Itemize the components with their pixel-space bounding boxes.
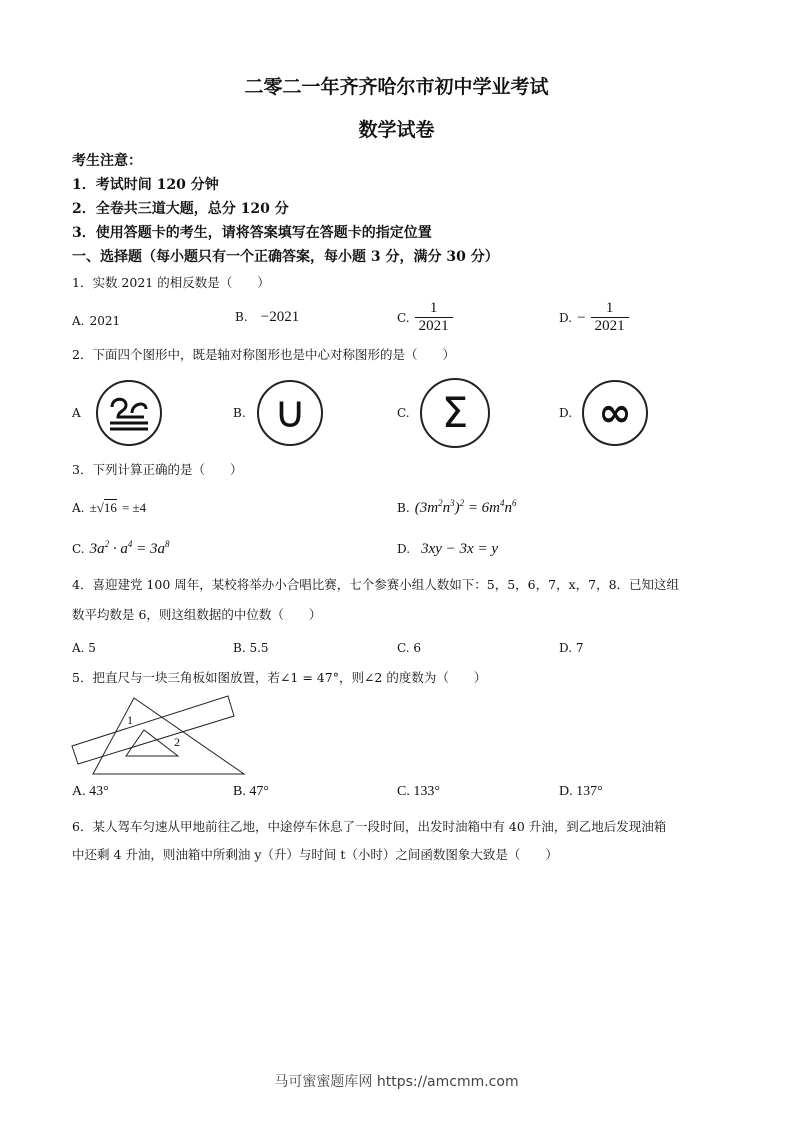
- wavy-lines-icon: [104, 391, 154, 435]
- option-b-label: B.: [233, 406, 246, 420]
- triangle-inner: [126, 730, 178, 756]
- notice-item-3: 3．使用答题卡的考生，请将答案填写在答题卡的指定位置: [72, 225, 432, 241]
- figure-b-union-icon: ∪: [257, 380, 323, 446]
- option-c: C. 6: [397, 641, 422, 655]
- notice-item-1: 1．考试时间 120 分钟: [72, 177, 219, 193]
- option-c-label: C.: [397, 406, 410, 420]
- option-c: C. $\frac{1}{2021}$: [397, 300, 453, 335]
- option-c: C. $3a^2 \cdot a^4 = 3a^8$: [72, 539, 170, 557]
- option-b: B. 5.5: [233, 641, 269, 655]
- figure-d-infinity-icon: ∞: [582, 380, 648, 446]
- question-4-line-2: 数平均数是 6，则这组数据的中位数（ ）: [72, 607, 322, 622]
- question-3-stem: 3．下列计算正确的是（ ）: [72, 462, 243, 477]
- option-a: A. 2021: [72, 314, 121, 328]
- question-1-options: [72, 300, 732, 346]
- question-2-stem: 2．下面四个图形中，既是轴对称图形也是中心对称图形的是（ ）: [72, 347, 455, 362]
- page-subtitle: 数学试卷: [358, 119, 435, 141]
- figure-c-sigma-icon: Σ: [420, 378, 490, 448]
- option-d: D. 7: [559, 641, 584, 655]
- option-d: D. − $\frac{1}{2021}$: [559, 300, 629, 335]
- ruler-shape: [72, 696, 234, 764]
- section-heading: 一、选择题（每小题只有一个正确答案，每小题 3 分，满分 30 分）: [72, 249, 499, 265]
- option-b: B. 47°: [233, 784, 269, 799]
- fraction: $\frac{1}{2021}$: [415, 300, 453, 335]
- option-a-label: A: [72, 406, 81, 420]
- figure-a-symbol-icon: [96, 380, 162, 446]
- option-d: D. 137°: [559, 784, 603, 799]
- question-6-line-2: 中还剩 4 升油，则油箱中所剩油 y（升）与时间 t（小时）之间函数图象大致是（ ）: [72, 847, 558, 862]
- option-a: A. ±√16 = ±4: [72, 500, 147, 515]
- option-b: B. $(3m^2n^3)^2 = 6m^4n^6$: [397, 498, 517, 516]
- option-b: B. −2021: [235, 309, 300, 325]
- option-d-label: D.: [559, 406, 573, 420]
- option-a: A. 5: [72, 641, 96, 655]
- option-d: D. 3xy − 3x = y: [397, 541, 498, 557]
- notice-item-2: 2．全卷共三道大题，总分 120 分: [72, 201, 289, 217]
- option-c: C. 133°: [397, 784, 440, 799]
- notice-heading: 考生注意：: [72, 153, 142, 169]
- question-4-line-1: 4．喜迎建党 100 周年，某校将举办小合唱比赛，七个参赛小组人数如下：5，5，6，7，x，7，8．已知这组: [72, 577, 680, 592]
- footer-watermark: 马可蜜蜜题库网 https://amcmm.com: [274, 1074, 519, 1090]
- page-title: 二零二一年齐齐哈尔市初中学业考试: [244, 76, 549, 98]
- question-5-stem: 5．把直尺与一块三角板如图放置，若∠1 = 47°，则∠2 的度数为（ ）: [72, 670, 487, 685]
- option-a: A. 43°: [72, 784, 109, 799]
- question-1-stem: 1．实数 2021 的相反数是（ ）: [72, 275, 270, 290]
- ruler-triangle-diagram: [68, 690, 252, 780]
- angle-label-1: 1: [127, 713, 133, 727]
- question-6-line-1: 6．某人驾车匀速从甲地前往乙地，中途停车休息了一段时间，出发时油箱中有 40 升油，到乙地后发现油箱: [72, 819, 667, 834]
- angle-label-2: 2: [174, 735, 180, 749]
- fraction: $\frac{1}{2021}$: [591, 300, 629, 335]
